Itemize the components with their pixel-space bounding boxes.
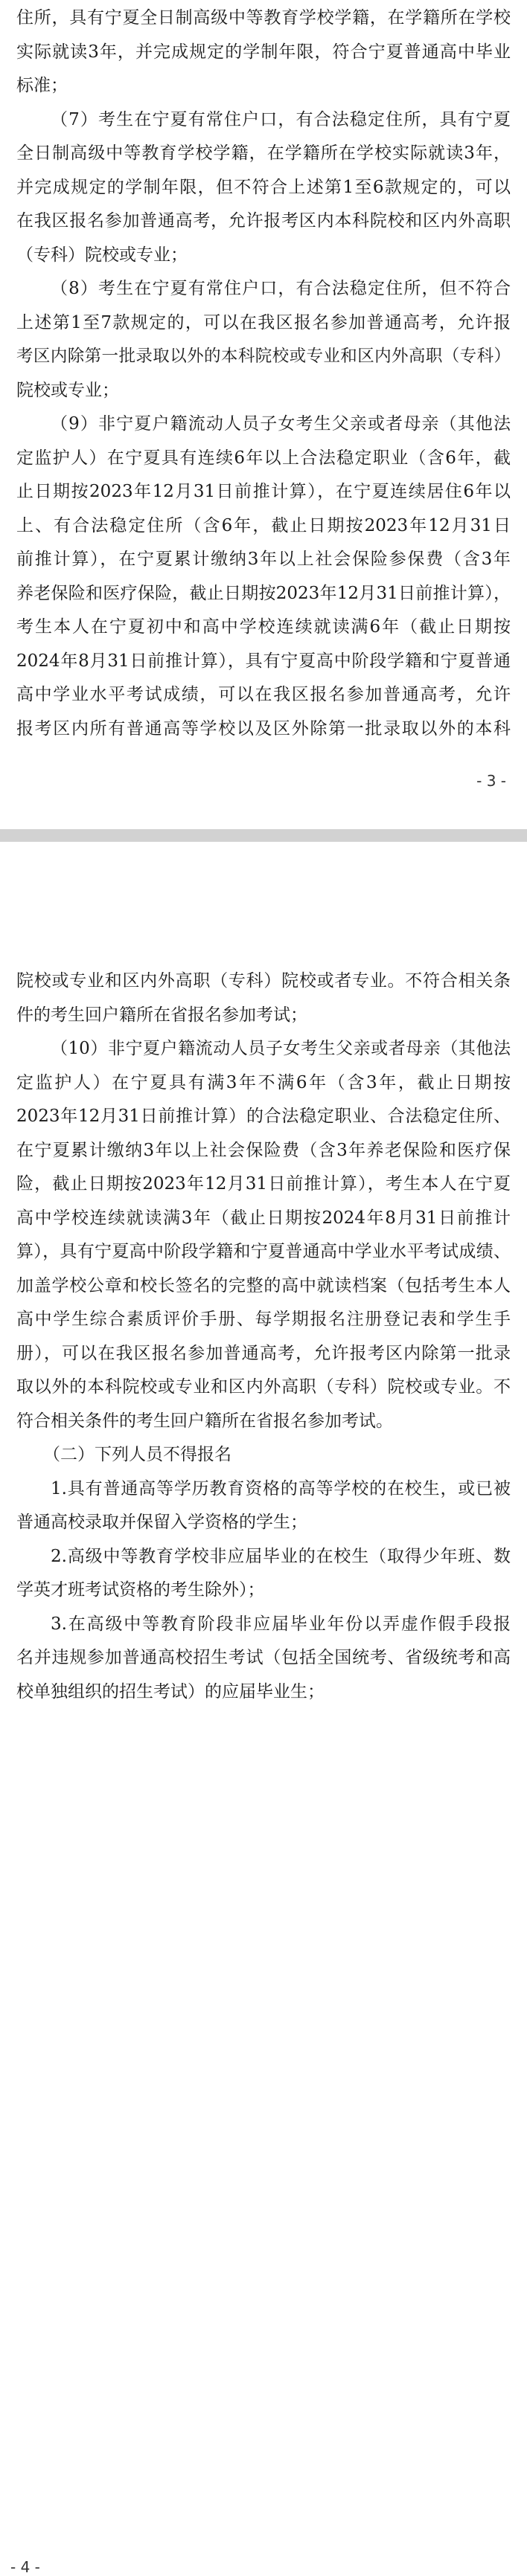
body-line: 高中学校连续就读满3年（截止日期按2024年8月31日前推计 <box>16 1208 511 1228</box>
body-line: 取以外的本科院校或专业和区内外高职（专科）院校或专业。不 <box>16 1377 511 1397</box>
body-line: 册），可以在我区报名参加普通高考，允许报考区内除第一批录 <box>16 1343 511 1363</box>
body-line: 标准； <box>16 76 68 95</box>
body-line: 险，截止日期按2023年12月31日前推计算），考生本人在宁夏 <box>16 1174 511 1194</box>
page-number: - 4 - <box>10 2558 40 2576</box>
body-line: 全日制高级中等教育学校学籍，在学籍所在学校实际就读3年， <box>16 144 511 163</box>
body-line: 院校或专业； <box>16 380 119 400</box>
body-line: （9）非宁夏户籍流动人员子女考生父亲或者母亲（其他法 <box>51 414 511 434</box>
body-line: （10）非宁夏户籍流动人员子女考生父亲或者母亲（其他法 <box>51 1039 511 1058</box>
body-line: 实际就读3年，并完成规定的学制年限，符合宁夏普通高中毕业 <box>16 42 511 62</box>
body-line: 考生本人在宁夏初中和高中学校连续就读满6年（截止日期按 <box>16 617 511 637</box>
body-line: 上述第1至7款规定的，可以在我区报名参加普通高考，允许报 <box>16 312 511 332</box>
body-line: 名并违规参加普通高校招生考试（包括全国统考、省级统考和高 <box>16 1648 511 1667</box>
body-line: 定监护人）在宁夏具有满3年不满6年（含3年，截止日期按 <box>16 1072 511 1092</box>
body-line: （8）考生在宁夏有常住户口，有合法稳定住所，但不符合 <box>51 279 511 298</box>
body-line: 算），具有宁夏高中阶段学籍和宁夏普通高中学业水平考试成绩、 <box>16 1242 511 1261</box>
body-line: （7）考生在宁夏有常住户口，有合法稳定住所，具有宁夏 <box>51 109 511 129</box>
body-line: 符合相关条件的考生回户籍所在省报名参加考试。 <box>16 1411 393 1431</box>
body-line: 报考区内所有普通高等学校以及区外除第一批录取以外的本科 <box>16 718 511 738</box>
body-line: 学英才班考试资格的考生除外）； <box>16 1580 265 1600</box>
body-line: 在我区报名参加普通高考，允许报考区内本科院校和区内外高职 <box>16 211 511 231</box>
body-line: 在宁夏累计缴纳3年以上社会保险费（含3年养老保险和医疗保 <box>16 1140 511 1160</box>
document-page-4 <box>0 842 527 2576</box>
body-line: 2024年8月31日前推计算），具有宁夏高中阶段学籍和宁夏普通 <box>16 651 511 671</box>
body-line: 校单独组织的招生考试）的应届毕业生； <box>16 1681 325 1701</box>
body-line: 住所，具有宁夏全日制高级中等教育学校学籍，在学籍所在学校 <box>16 8 511 28</box>
section-heading: （二）下列人员不得报名 <box>43 1445 231 1464</box>
body-line: （专科）院校或专业； <box>16 245 188 265</box>
page-separator <box>0 829 527 842</box>
body-line: 前推计算），在宁夏累计缴纳3年以上社会保险参保费（含3年 <box>16 550 511 569</box>
body-line: 高中学业水平考试成绩，可以在我区报名参加普通高考，允许 <box>16 685 511 704</box>
body-line: 普通高校录取并保留入学资格的学生； <box>16 1513 307 1532</box>
body-line: 定监护人）在宁夏具有连续6年以上合法稳定职业（含6年，截 <box>16 448 511 468</box>
page-number: - 3 - <box>476 772 506 790</box>
body-line: 2.高级中等教育学校非应届毕业的在校生（取得少年班、数 <box>51 1546 511 1566</box>
body-line: 止日期按2023年12月31日前推计算），在宁夏连续居住6年以 <box>16 482 511 501</box>
body-line: 件的考生回户籍所在省报名参加考试； <box>16 1005 307 1025</box>
body-line: 加盖学校公章和校长签名的完整的高中就读档案（包括考生本人 <box>16 1275 511 1295</box>
body-line: 高中学生综合素质评价手册、每学期报名注册登记表和学生手 <box>16 1310 511 1329</box>
body-line: 1.具有普通高等学历教育资格的高等学校的在校生，或已被 <box>51 1478 511 1498</box>
page-4-body <box>16 965 511 1709</box>
page-3-body <box>16 1 511 746</box>
document-page-3 <box>0 0 527 829</box>
body-line: 3.在高级中等教育阶段非应届毕业年份以弄虚作假手段报 <box>51 1614 511 1634</box>
body-line: 2023年12月31日前推计算）的合法稳定职业、合法稳定住所、 <box>16 1107 511 1126</box>
body-line: 上、有合法稳定住所（含6年，截止日期按2023年12月31日 <box>16 515 511 535</box>
body-line: 考区内除第一批录取以外的本科院校或专业和区内外高职（专科） <box>16 347 511 366</box>
body-line: 院校或专业和区内外高职（专科）院校或者专业。不符合相关条 <box>16 971 511 991</box>
body-line: 并完成规定的学制年限，但不符合上述第1至6款规定的，可以 <box>16 177 511 197</box>
body-line: 养老保险和医疗保险，截止日期按2023年12月31日前推计算）， <box>16 583 511 603</box>
